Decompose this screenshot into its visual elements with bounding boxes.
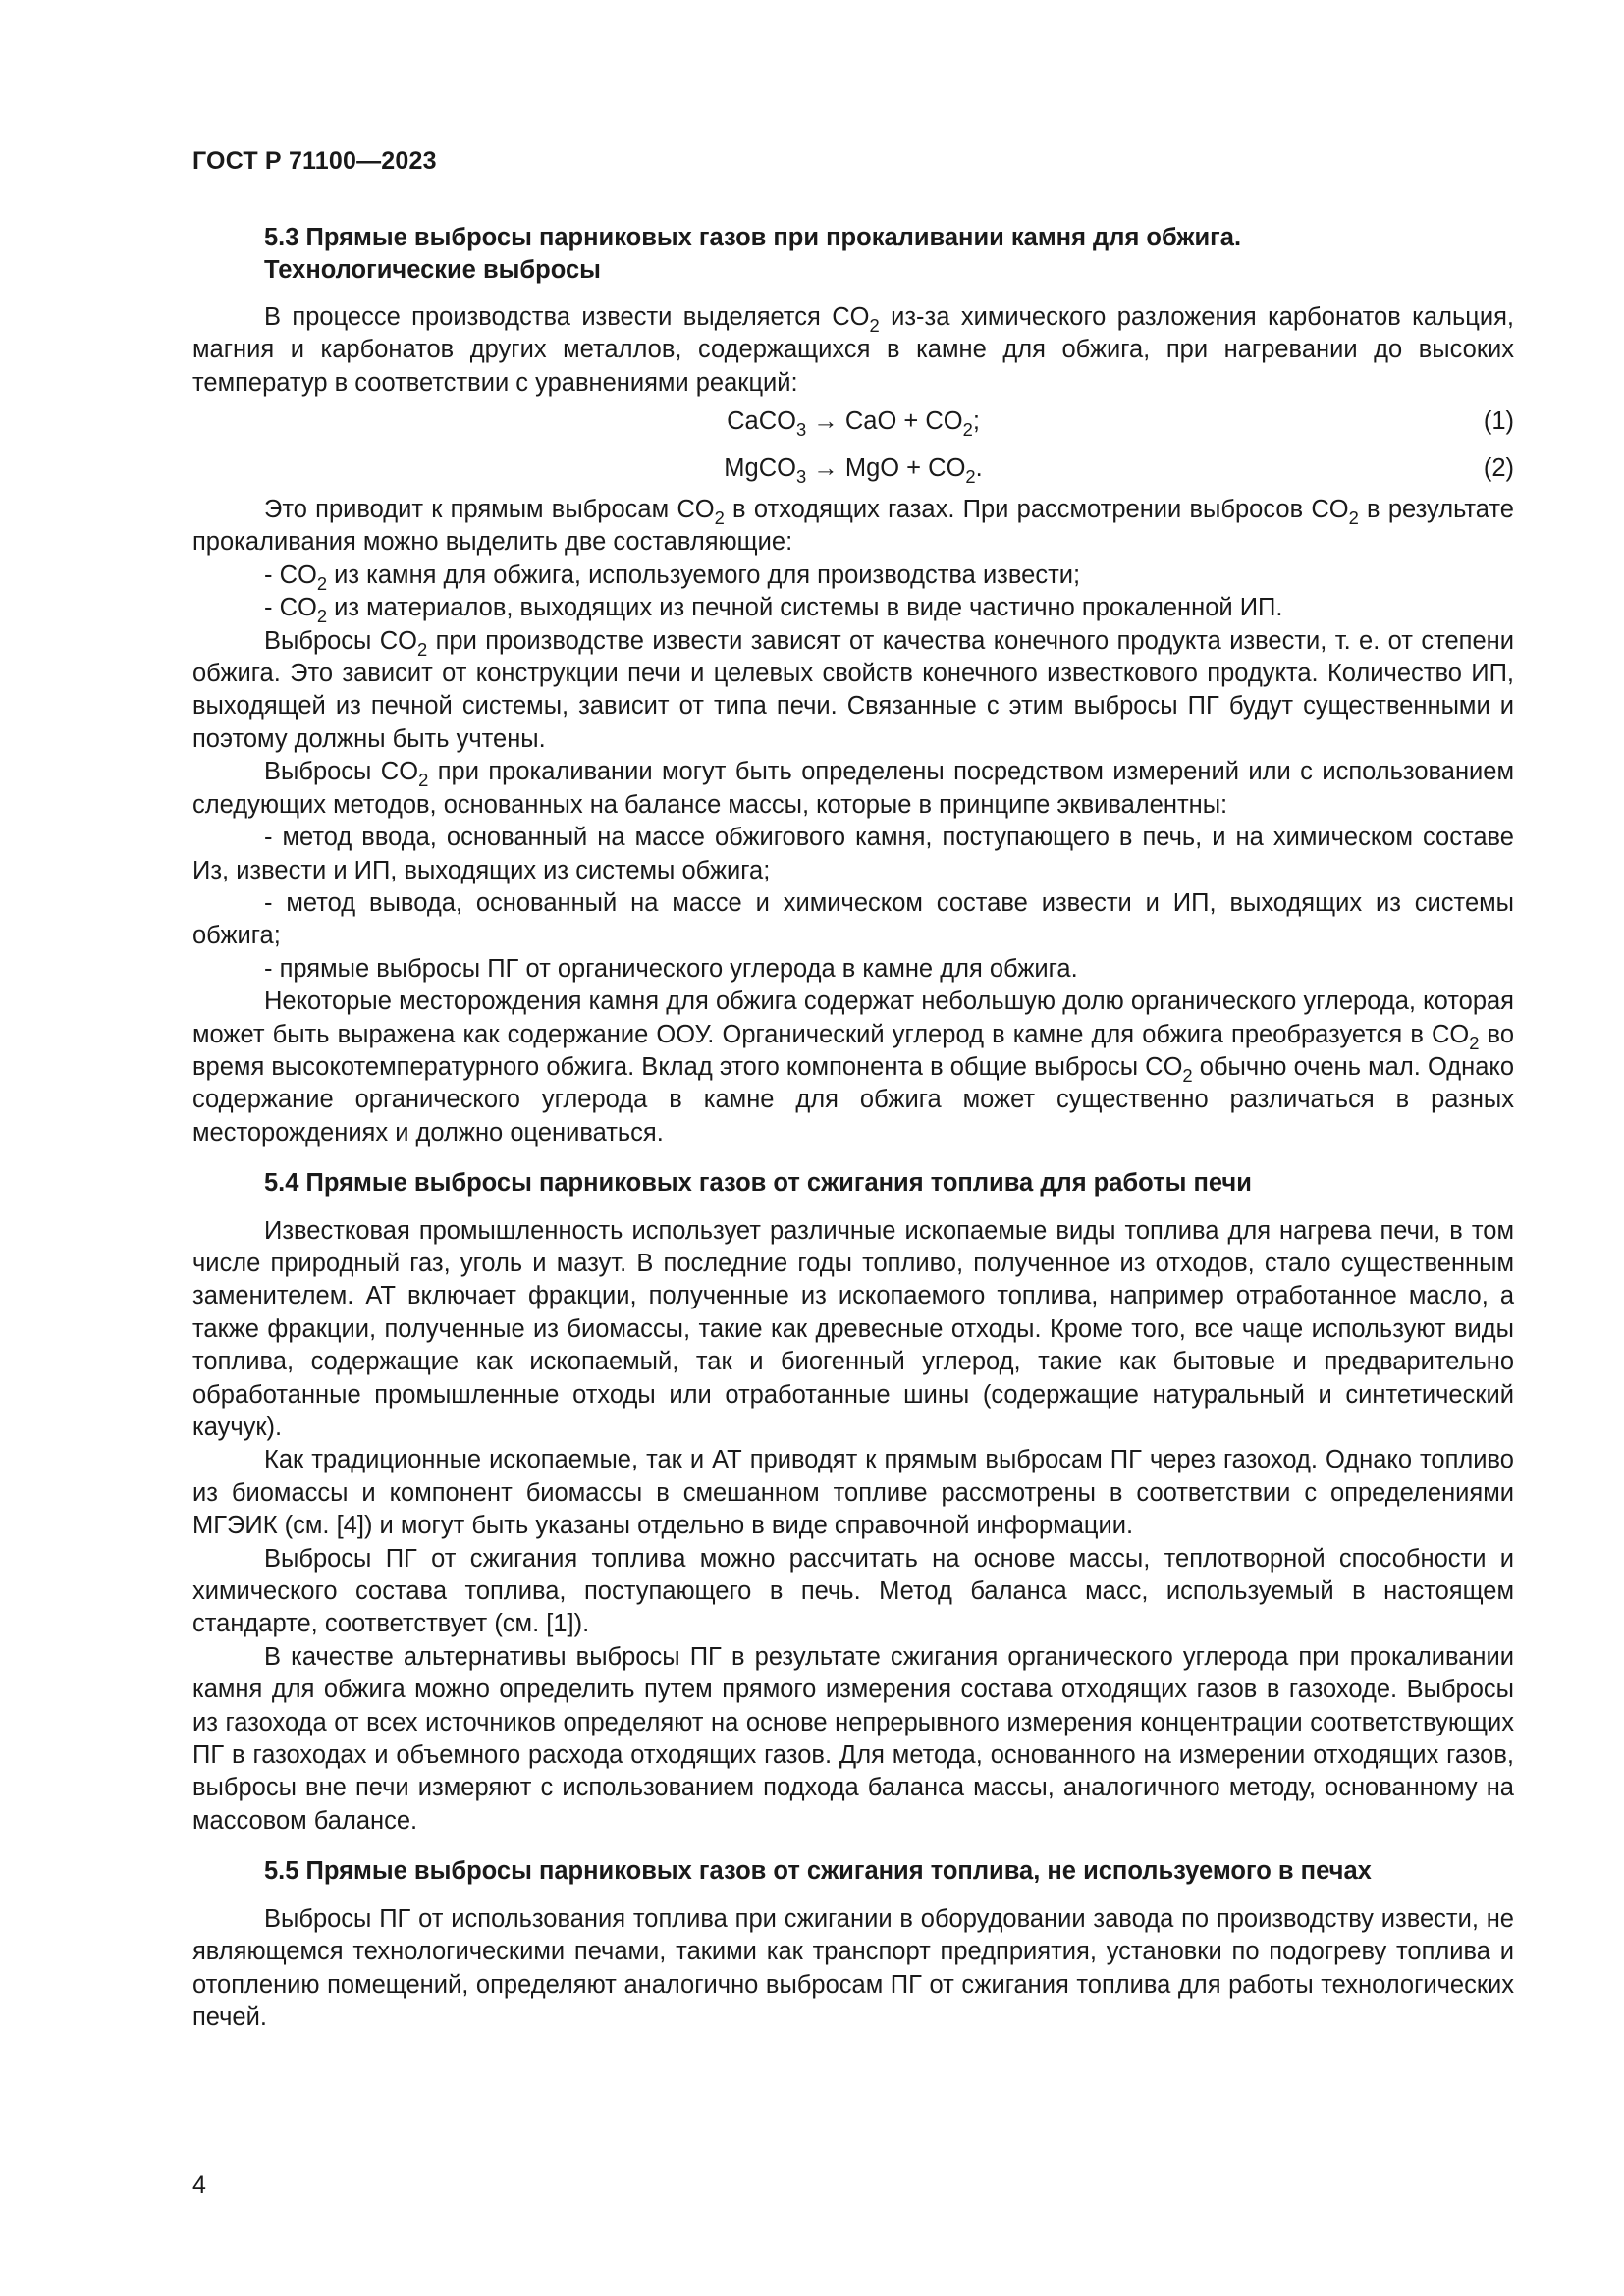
- equation-number: (1): [1483, 407, 1514, 436]
- section-5-5-heading: 5.5 Прямые выбросы парниковых газов от сжигания топлива, не используемого в печах: [264, 1857, 1372, 1886]
- paragraph: Выбросы $CO_2$ при прокаливании могут быть определены посредством измерений или с использованием следующих методов, основанных на балансе массы, которые в принципе эквивалентны:: [192, 758, 1514, 819]
- equation-number: (2): [1483, 454, 1514, 483]
- document-body: [192, 222, 1514, 2034]
- list-item: - метод ввода, основанный на массе обжигового камня, поступающего в печь, и на химическом составе Из, извести и ИП, выходящих из системы обжига;: [192, 824, 1514, 884]
- paragraph: Это приводит к прямым выбросам $CO_2$ в отходящих газах. При рассмотрении выбросов $CO_2$ в результате прокаливания можно выделить две составляющие:: [192, 496, 1514, 557]
- paragraph: Выбросы ПГ от сжигания топлива можно рассчитать на основе массы, теплотворной способности и химического состава топлива, поступающего в печь. Метод баланса масс, используемый в настоящем стандарте, соответствует (см. [1]).: [192, 1544, 1514, 1638]
- paragraph: В процессе производства извести выделяется $CO_2$ из-за химического разложения карбонатов кальция, магния и карбонатов других металлов, содержащихся в камне для обжига, при нагревании до высоких температур в соответствии с уравнениями реакций:: [192, 302, 1514, 397]
- section-5-3-title-line2: Технологические выбросы: [264, 256, 601, 285]
- section-5-3-heading: [192, 222, 1514, 288]
- standard-header: ГОСТ Р 71100—2023: [192, 147, 437, 175]
- section-5-3-title-line1: 5.3 Прямые выбросы парниковых газов при прокаливании камня для обжига.: [264, 224, 1242, 251]
- equation-1: [192, 400, 1514, 447]
- section-5-4-heading: 5.4 Прямые выбросы парниковых газов от сжигания топлива для работы печи: [264, 1169, 1252, 1198]
- list-item: - $CO_2$ из материалов, выходящих из печной системы в виде частично прокаленной ИП.: [264, 594, 1283, 627]
- paragraph: Как традиционные ископаемые, так и АТ приводят к прямым выбросам ПГ через газоход. Однако топливо из биомассы и компонент биомассы в смешанном топливе рассмотрены в соответствии с определениями МГЭИК (см. [4]) и могут быть указаны отдельно в виде справочной информации.: [192, 1446, 1514, 1540]
- page-number: 4: [192, 2171, 206, 2199]
- equation-formula: CaCO$_3$ → CaO + $CO_2$;: [727, 407, 980, 440]
- equation-formula: MgCO$_3$ → MgO + $CO_2$.: [724, 454, 983, 487]
- paragraph: Выбросы ПГ от использования топлива при сжигании в оборудовании завода по производству извести, не являющемся технологическими печами, такими как транспорт предприятия, установки по подогреву топлива и отоплению помещений, определяют аналогично выбросам ПГ от сжигания топлива для работы технологических печей.: [192, 1904, 1514, 2031]
- equation-2: [192, 447, 1514, 494]
- list-item: - прямые выбросы ПГ от органического углерода в камне для обжига.: [264, 954, 1078, 983]
- paragraph: Некоторые месторождения камня для обжига содержат небольшую долю органического углерода, которая может быть выражена как содержание ООУ. Органический углерод в камне для обжига преобразуется в $CO_2$ во время высокотемпературного обжига. Вклад этого компонента в общие выбросы $CO_2$ обычно очень мал. Однако содержание органического углерода в камне для обжига может существенно различаться в разных месторождениях и должно оцениваться.: [192, 988, 1515, 1147]
- paragraph: В качестве альтернативы выбросы ПГ в результате сжигания органического углерода при прокаливании камня для обжига можно определить путем прямого измерения состава отходящих газов в газоходе. Выбросы из газохода от всех источников определяют на основе непрерывного измерения концентрации соответствующих ПГ в газоходах и объемного расхода отходящих газов. Для метода, основанного на измерении отходящих газов, выбросы вне печи измеряют с использованием подхода баланса массы, аналогичного методу, основанному на массовом балансе.: [192, 1642, 1514, 1835]
- paragraph: Выбросы $CO_2$ при производстве извести зависят от качества конечного продукта извести, т. е. от степени обжига. Это зависит от конструкции печи и целевых свойств конечного известкового продукта. Количество ИП, выходящей из печной системы, зависит от типа печи. Связанные с этим выбросы ПГ будут существенными и поэтому должны быть учтены.: [192, 626, 1514, 753]
- paragraph: Известковая промышленность использует различные ископаемые виды топлива для нагрева печи, в том числе природный газ, уголь и мазут. В последние годы топливо, полученное из отходов, стало существенным заменителем. АТ включает фракции, полученные из ископаемого топлива, например отработанное масло, а также фракции, полученные из биомассы, такие как древесные отходы. Кроме того, все чаще используют виды топлива, содержащие как ископаемый, так и биогенный углерод, такие как бытовые и предварительно обработанные промышленные отходы или отработанные шины (содержащие натуральный и синтетический каучук).: [192, 1216, 1514, 1441]
- list-item: - метод вывода, основанный на массе и химическом составе извести и ИП, выходящих из системы обжига;: [192, 888, 1514, 950]
- list-item: - $CO_2$ из камня для обжига, используемого для производства извести;: [264, 561, 1081, 594]
